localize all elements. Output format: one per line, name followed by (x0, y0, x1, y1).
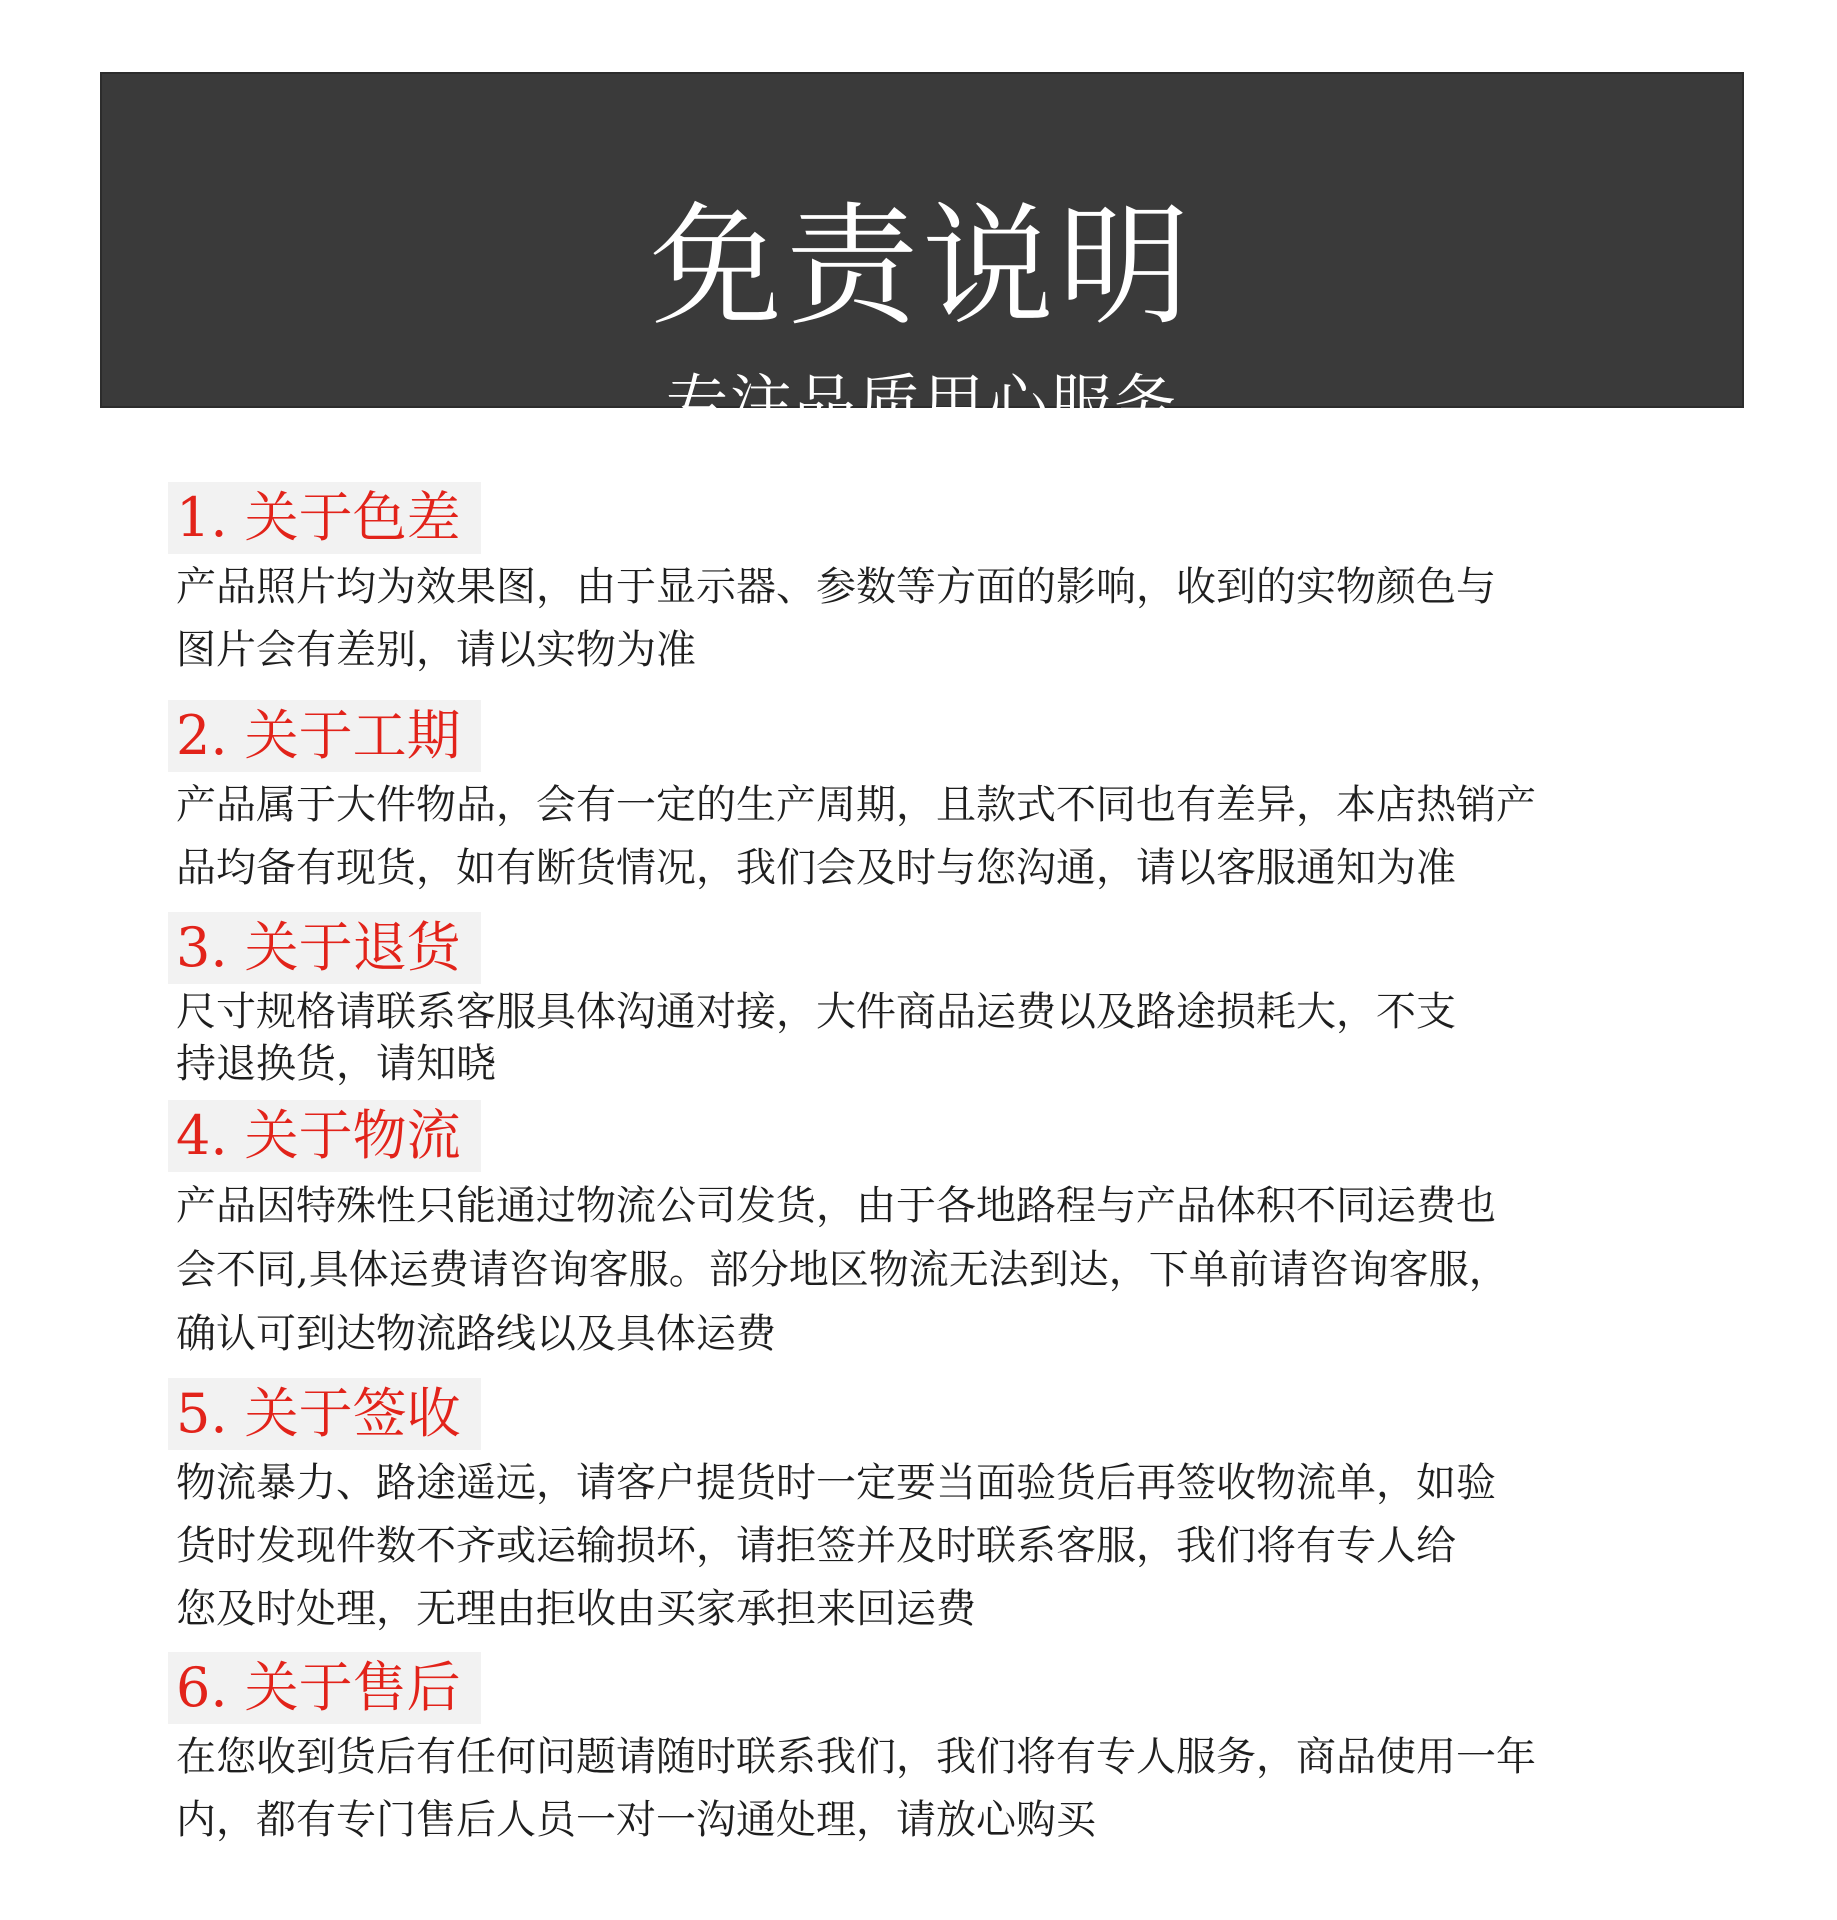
body-line: 产品属于大件物品，会有一定的生产周期，且款式不同也有差异，本店热销产 (176, 782, 1536, 828)
header-banner (100, 72, 1744, 440)
section-heading: 1. 关于色差 (168, 482, 481, 554)
section-body (170, 986, 1656, 1090)
section-logistics (170, 1100, 1650, 1366)
section-body (170, 1452, 1656, 1641)
body-line: 在您收到货后有任何问题请随时联系我们，我们将有专人服务，商品使用一年 (176, 1734, 1536, 1780)
section-returns (170, 912, 1650, 1090)
section-heading: 5. 关于签收 (168, 1378, 481, 1450)
body-line: 货时发现件数不齐或运输损坏，请拒签并及时联系客服，我们将有专人给 (176, 1523, 1456, 1569)
section-body (170, 1174, 1656, 1366)
body-line: 会不同,具体运费请咨询客服。部分地区物流无法到达，下单前请咨询客服， (176, 1247, 1509, 1293)
section-heading: 6. 关于售后 (168, 1652, 481, 1724)
section-body (170, 774, 1656, 900)
section-body (170, 1726, 1656, 1852)
body-line: 图片会有差别，请以实物为准 (176, 627, 696, 673)
page-title: 免责说明 (650, 190, 1194, 344)
section-signing (170, 1378, 1650, 1641)
body-line: 尺寸规格请联系客服具体沟通对接，大件商品运费以及路途损耗大，不支 (176, 989, 1456, 1035)
section-after-sales (170, 1652, 1650, 1852)
section-body (170, 556, 1656, 682)
body-line: 产品照片均为效果图，由于显示器、参数等方面的影响，收到的实物颜色与 (176, 564, 1496, 610)
body-line: 物流暴力、路途遥远，请客户提货时一定要当面验货后再签收物流单，如验 (176, 1460, 1496, 1506)
body-line: 您及时处理，无理由拒收由买家承担来回运费 (176, 1586, 976, 1632)
section-heading: 3. 关于退货 (168, 912, 481, 984)
body-line: 确认可到达物流路线以及具体运费 (176, 1311, 776, 1357)
section-production-period (170, 700, 1650, 900)
section-heading: 4. 关于物流 (168, 1100, 481, 1172)
body-line: 品均备有现货，如有断货情况，我们会及时与您沟通，请以客服通知为准 (176, 845, 1456, 891)
body-line: 产品因特殊性只能通过物流公司发货，由于各地路程与产品体积不同运费也 (176, 1183, 1496, 1229)
page-subtitle: 专注品质用心服务 (665, 367, 1178, 440)
body-line: 内，都有专门售后人员一对一沟通处理，请放心购买 (176, 1797, 1096, 1843)
section-heading: 2. 关于工期 (168, 700, 481, 772)
section-color-difference (170, 482, 1650, 682)
body-line: 持退换货，请知晓 (176, 1041, 496, 1087)
